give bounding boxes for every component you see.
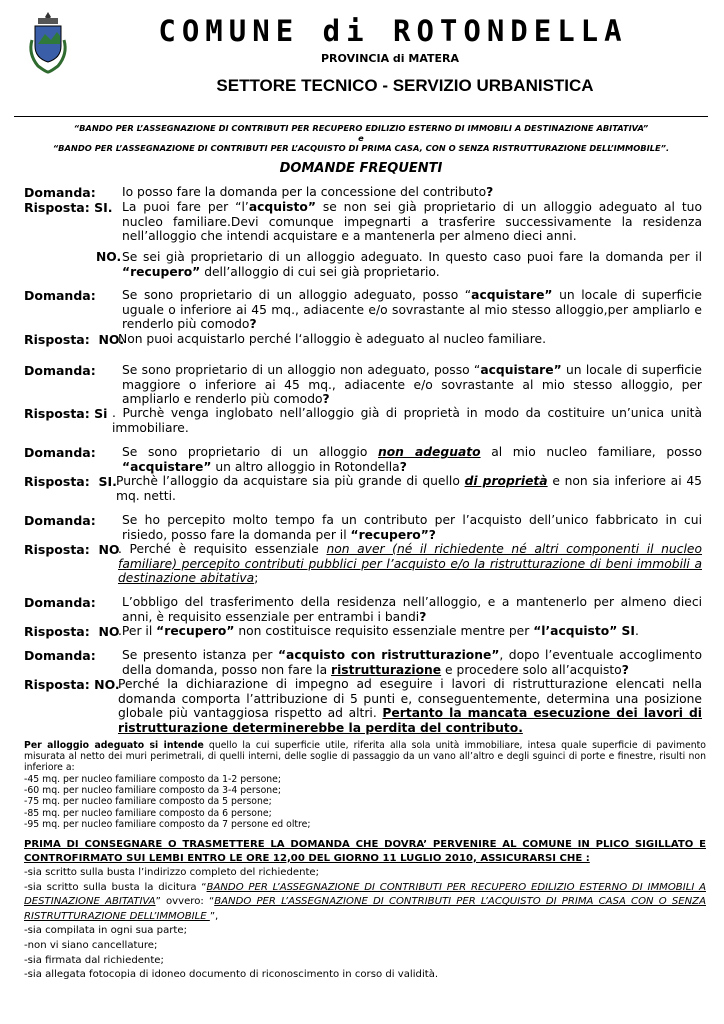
bando-conjunction: e <box>358 133 364 143</box>
question-3: Se sono proprietario di un alloggio non adeguato, posso “acquistare” un locale di superficie maggiore o inferiore ai 45 mq., adiacente e/o sovrastante al mio stesso alloggio, per ampliarlo e renderlo più comodo? <box>122 363 702 407</box>
answer-1-no: Se sei già proprietario di un alloggio adeguato. In questo caso puoi fare la domanda per il “recupero” dell’alloggio di cui sei già proprietario. <box>122 250 702 279</box>
question-label: Domanda: <box>24 513 96 528</box>
sector-heading: SETTORE TECNICO - SERVIZIO URBANISTICA <box>216 76 594 95</box>
notice-checklist <box>24 866 706 983</box>
province-subtitle: PROVINCIA di MATERA <box>321 52 459 65</box>
answer-label: Risposta: NO. <box>24 332 125 347</box>
question-1: Io posso fare la domanda per la concessione del contributo? <box>122 185 494 199</box>
answer-label: Risposta: SI. <box>24 474 117 489</box>
answer-1: La puoi fare per “l’acquisto” se non sei già proprietario di un alloggio adeguato al tuo nucleo familiare.Devi comunque impegnarti a trasferire successivamente la residenza nell’alloggio che intendi acquistare e a mantenerla per almeno dieci anni. <box>122 200 702 244</box>
answer-label: Risposta: NO <box>24 542 120 557</box>
question-6: L’obbligo del trasferimento della residenza nell’alloggio, e a mantenerlo per almeno dieci anni, è requisito essenziale per entrambi i bandi? <box>122 595 702 624</box>
answer-3: . Purchè venga inglobato nell’alloggio già di proprietà in modo da costituire un’unica unità immobiliare. <box>112 406 702 435</box>
adequate-definition: Per alloggio adeguato si intende quello la cui superficie utile, riferita alla sola unità immobiliare, intesa quale superficie di pavimento misurata al netto dei muri perimetrali, di quelli interni, delle soglie di passaggio da un vano all’altro e degli sguinci di porte e finestre, risulti non inferiore a: <box>24 740 706 774</box>
list-item: -sia allegata fotocopia di idoneo documento di riconoscimento in corso di validità. <box>24 969 439 981</box>
answer-2: Non puoi acquistarlo perché l‘alloggio è adeguato al nucleo familiare. <box>118 332 546 346</box>
list-item: -non vi siano cancellature; <box>24 939 158 951</box>
page-title: COMUNE di ROTONDELLA <box>158 14 628 48</box>
bando-title-recupero: “BANDO PER L’ASSEGNAZIONE DI CONTRIBUTI PER RECUPERO EDILIZIO ESTERNO DI IMMOBILI A DESTINAZIONE ABITATIVA” <box>73 123 649 133</box>
faq-heading: DOMANDE FREQUENTI <box>279 161 443 176</box>
answer-1-no-tag: NO. <box>96 250 122 264</box>
list-item: -45 mq. per nucleo familiare composto da 1-2 persone; <box>24 774 282 785</box>
question-7: Se presento istanza per “acquisto con ristrutturazione”, dopo l’eventuale accoglimento della domanda, posso non fare la ristrutturazione e procedere solo all’acquisto? <box>122 648 702 677</box>
question-2: Se sono proprietario di un alloggio adeguato, posso “acquistare” un locale di superficie uguale o inferiore ai 45 mq., adiacente e/o sovrastante al mio stesso alloggio,per ampliarlo e renderlo più comodo? <box>122 288 702 332</box>
list-item: -75 mq. per nucleo familiare composto da 5 persone; <box>24 796 272 808</box>
question-5: Se ho percepito molto tempo fa un contributo per l’acquisto dell’unico fabbricato in cui risiedo, posso fare la domanda per il “recupero”? <box>122 513 702 542</box>
answer-4: Purchè l’alloggio da acquistare sia più grande di quello di proprietà e non sia inferiore ai 45 mq. netti. <box>116 474 702 503</box>
list-item: -sia firmata dal richiedente; <box>24 954 164 966</box>
question-label: Domanda: <box>24 595 96 610</box>
list-item: -60 mq. per nucleo familiare composto da 3-4 persone; <box>24 785 282 797</box>
answer-label: Risposta: NO <box>24 624 120 639</box>
adequate-list <box>24 774 706 830</box>
question-label: Domanda: <box>24 363 96 378</box>
list-item: -sia scritto sulla busta la dicitura “BANDO PER L’ASSEGNAZIONE DI CONTRIBUTI PER RECUPERO EDILIZIO ESTERNO DI IMMOBILI A DESTINAZIONE ABITATIVA” ovvero: “BANDO PER L’ASSEGNAZIONE DI CONTRIBUTI PER L’ACQUISTO DI PRIMA CASA CON O SENZA RISTRUTTURAZIONE DELL’IMMOBILE ”, <box>24 881 706 922</box>
bando-title-acquisto: “BANDO PER L’ASSEGNAZIONE DI CONTRIBUTI PER L’ACQUISTO DI PRIMA CASA, CON O SENZA RISTRUTTURAZIONE DELL’IMMOBILE”. <box>52 143 670 153</box>
notice-heading: PRIMA DI CONSEGNARE O TRASMETTERE LA DOMANDA CHE DOVRA’ PERVENIRE AL COMUNE IN PLICO SIGILLATO E CONTROFIRMATO SUI LEMBI ENTRO LE ORE 12,00 DEL GIORNO 11 LUGLIO 2010, ASSICURARSI CHE : <box>24 839 706 864</box>
question-4: Se sono proprietario di un alloggio non adeguato al mio nucleo familiare, posso “acquistare” un altro alloggio in Rotondella? <box>122 445 703 474</box>
answer-label: Risposta: NO. <box>24 677 120 692</box>
municipal-crest-icon <box>26 10 70 76</box>
header-divider <box>14 116 708 117</box>
list-item: -sia scritto sulla busta l’indirizzo completo del richiedente; <box>24 867 320 878</box>
question-label: Domanda: <box>24 445 96 460</box>
answer-6: .Per il “recupero” non costituisce requisito essenziale mentre per “l’acquisto” SI. <box>118 624 639 638</box>
list-item: -85 mq. per nucleo familiare composto da 6 persone; <box>24 807 272 819</box>
answer-label: Risposta: SI. <box>24 200 113 215</box>
list-item: -sia compilata in ogni sua parte; <box>24 925 187 937</box>
list-item: -95 mq. per nucleo familiare composto da 7 persone ed oltre; <box>24 818 311 830</box>
question-label: Domanda: <box>24 288 96 303</box>
answer-7: Perché la dichiarazione di impegno ad eseguire i lavori di ristrutturazione elencati nella domanda comporta l’attribuzione di 5 punti e, conseguentemente, determina una posizione globale più vantaggiosa rispetto ad altri. Pertanto la mancata esecuzione dei lavori di ristrutturazione determinerebbe la perdita del contributo. <box>118 677 702 735</box>
answer-5: . Perché è requisito essenziale non aver (né il richiedente né altri componenti il nucleo familiare) percepito contributi pubblici per l’acquisto e/o la ristrutturazione di beni immobili a destinazione abitativa; <box>118 542 702 586</box>
question-label: Domanda: <box>24 648 96 663</box>
answer-label: Risposta: Si <box>24 406 108 421</box>
question-label: Domanda: <box>24 185 96 200</box>
